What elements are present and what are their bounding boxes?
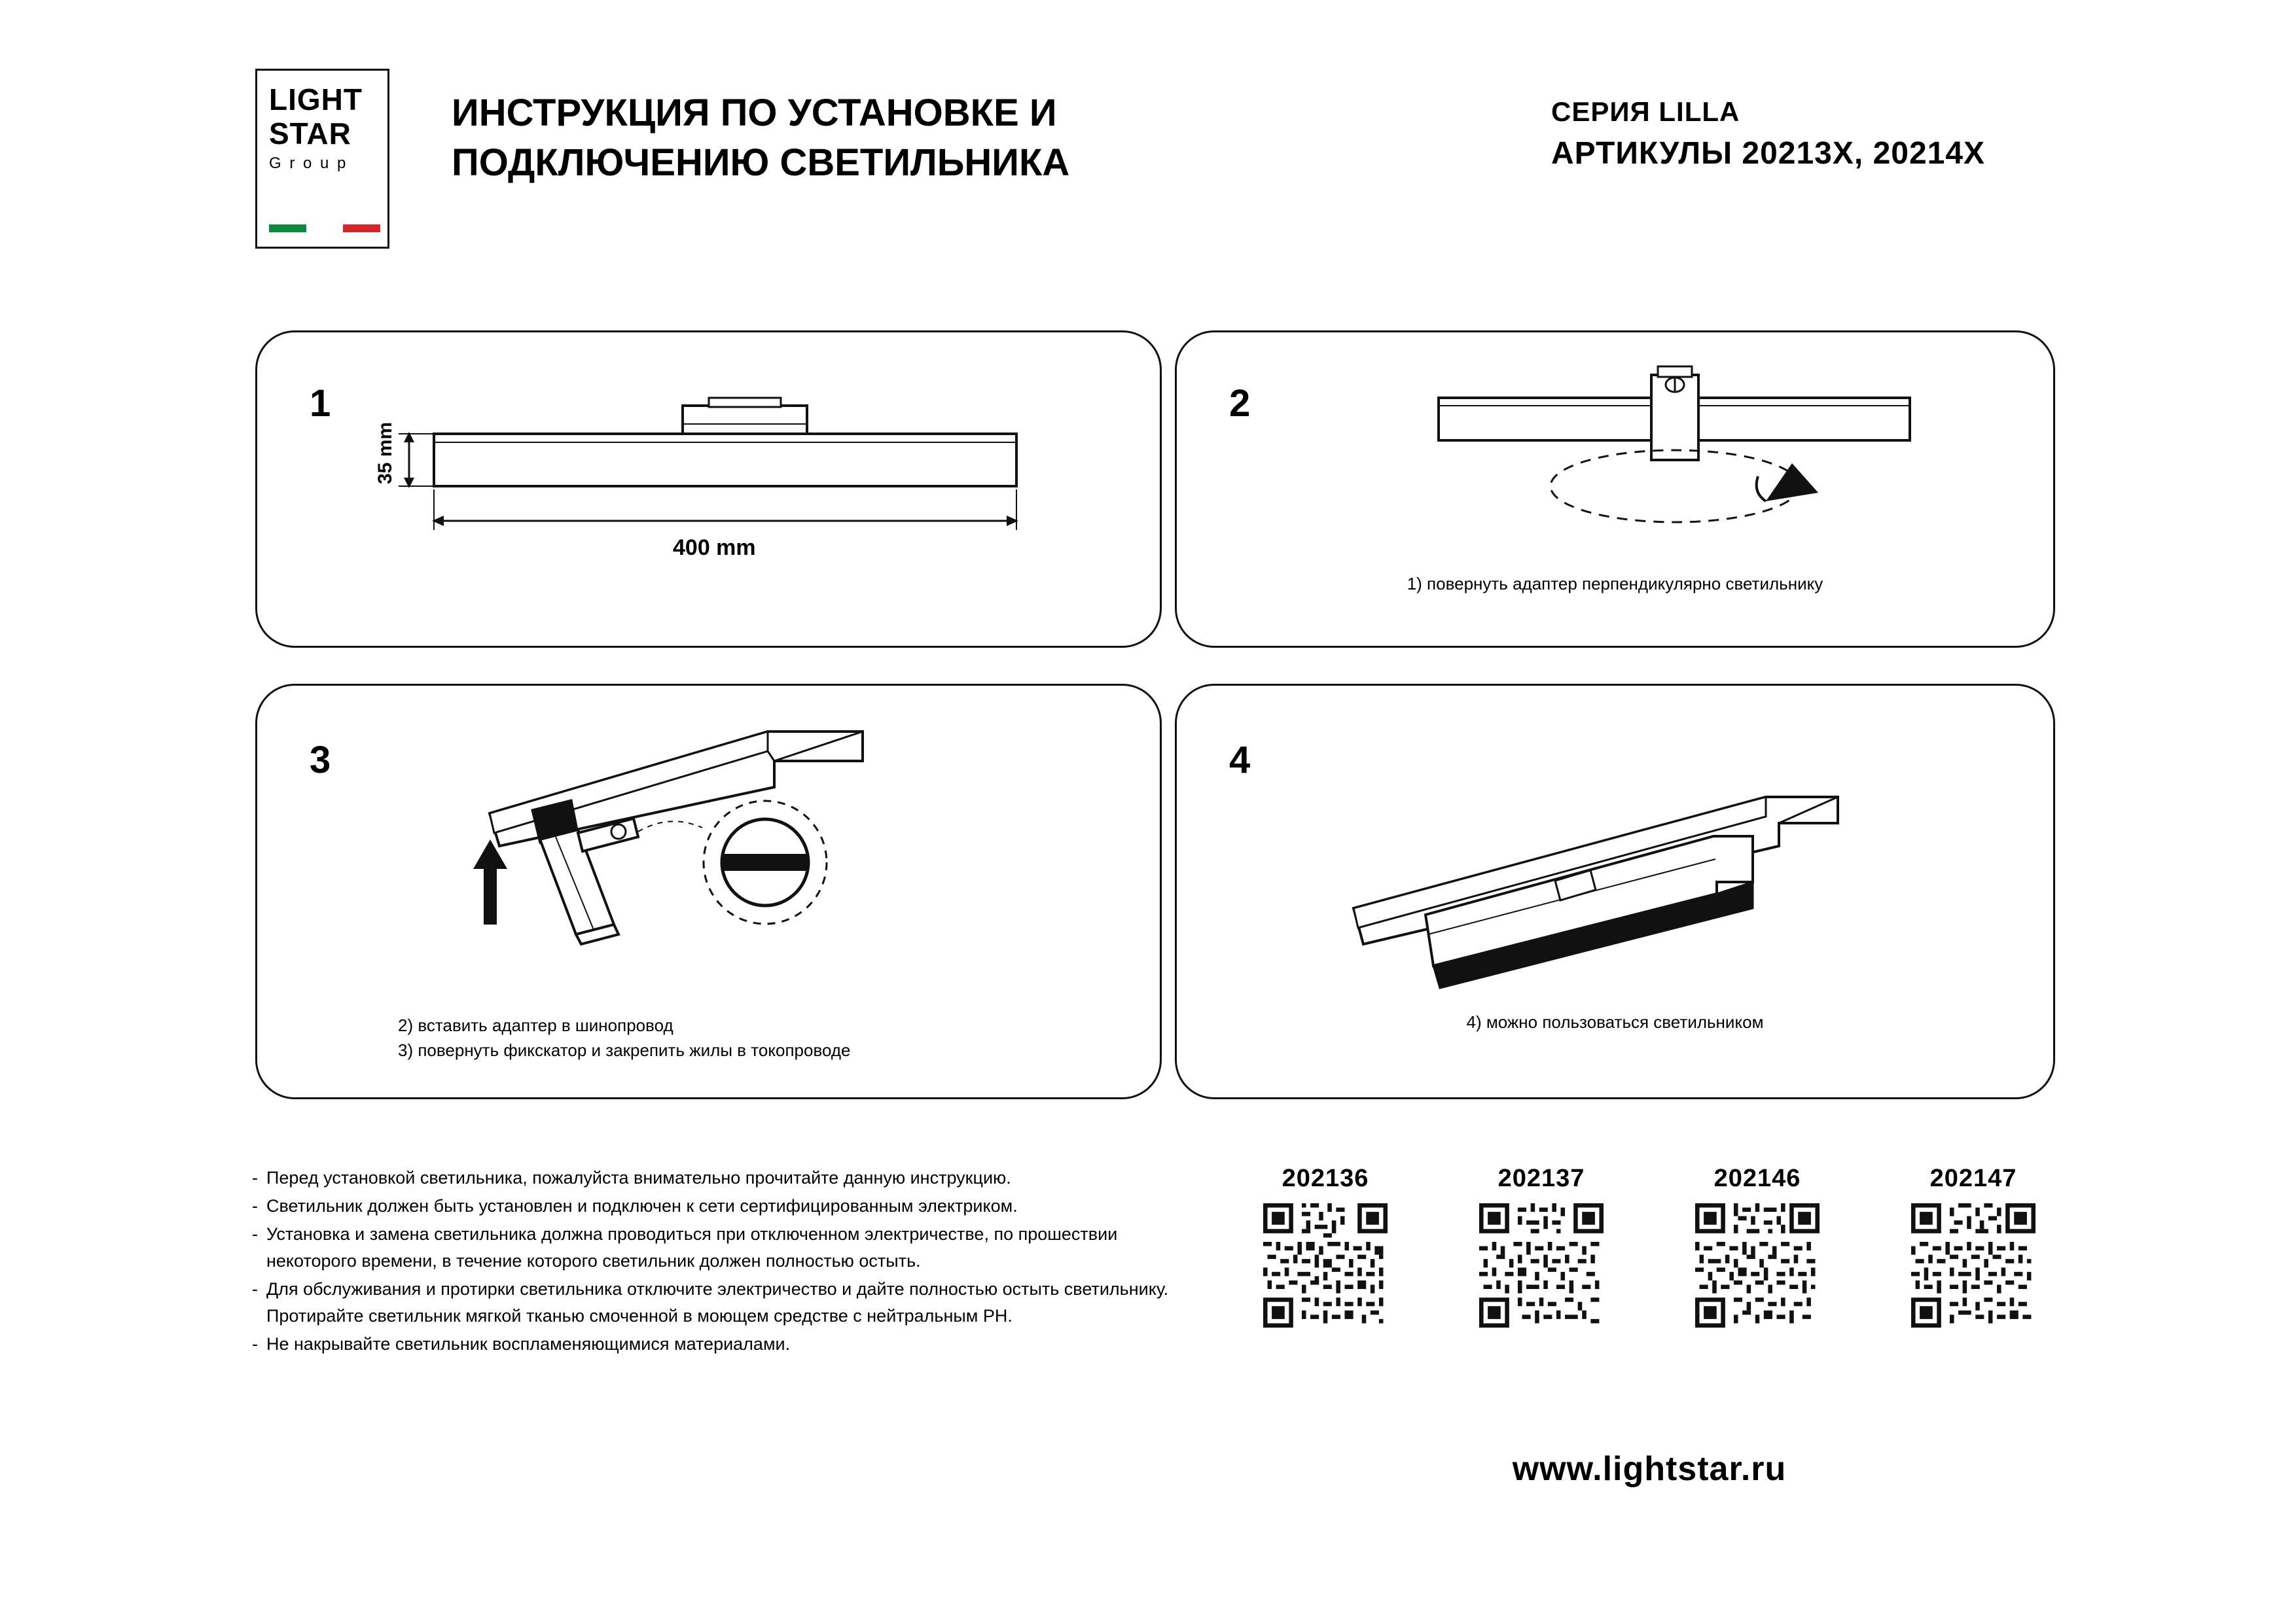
step-3-caption-line-2: 3) повернуть фикскатор и закрепить жилы в токопроводе [398, 1040, 851, 1060]
note-text: Для обслуживания и протирки светильника отключите электричество и дайте полностью остыть светильнику. Протирайте светильник мягкой тканью смоченной в моющем средстве с нейтральным РН. [266, 1279, 1169, 1326]
diagram-step-3 [375, 709, 1121, 1023]
diagram-step-2 [1360, 352, 2015, 568]
step-panel-4 [1175, 684, 2055, 1099]
qr-label: 202136 [1282, 1165, 1369, 1192]
qr-label: 202137 [1498, 1165, 1585, 1192]
qr-code-icon[interactable] [1263, 1203, 1388, 1328]
note-dash: - [252, 1334, 258, 1354]
step-number-2: 2 [1229, 382, 1251, 425]
step-2-caption: 1) повернуть адаптер перпендикулярно светильнику [1407, 574, 1823, 593]
step-4-caption: 4) можно пользоваться светильником [1466, 1012, 1764, 1032]
note-item [252, 1165, 1181, 1192]
note-item [252, 1331, 1181, 1358]
qr-code-icon[interactable] [1479, 1203, 1604, 1328]
qr-cell [1460, 1165, 1623, 1328]
website-url[interactable]: www.lightstar.ru [1512, 1450, 1787, 1488]
qr-label: 202146 [1713, 1165, 1801, 1192]
note-dash: - [252, 1196, 258, 1216]
step-panel-3 [255, 684, 1162, 1099]
note-text: Перед установкой светильника, пожалуйста внимательно прочитайте данную инструкцию. [266, 1168, 1011, 1188]
note-item [252, 1276, 1181, 1330]
note-dash: - [252, 1168, 258, 1188]
diagram-step-1 [336, 359, 1141, 620]
safety-notes [252, 1165, 1181, 1359]
qr-cell [1892, 1165, 2055, 1328]
series-name: СЕРИЯ LILLA [1551, 96, 1740, 127]
note-item [252, 1221, 1181, 1275]
dimension-height: 35 mm [374, 421, 396, 484]
qr-cell [1676, 1165, 1839, 1328]
note-text: Светильник должен быть установлен и подключен к сети сертифицированным электриком. [266, 1196, 1018, 1216]
note-dash: - [252, 1224, 258, 1244]
note-text: Не накрывайте светильник воспламеняющимися материалами. [266, 1334, 791, 1354]
qr-cell [1244, 1165, 1407, 1328]
article-numbers: АРТИКУЛЫ 20213X, 20214X [1551, 136, 1986, 171]
note-text: Установка и замена светильника должна проводиться при отключенном электричестве, по прошествии некоторого времени, в течение которого светильник должен полностью остыть. [266, 1224, 1118, 1271]
dimension-length: 400 mm [673, 535, 756, 560]
italy-flag-icon [269, 224, 380, 232]
qr-label: 202147 [1929, 1165, 2017, 1192]
logo-line-1: LIGHT [269, 82, 363, 116]
logo [255, 69, 389, 249]
step-3-caption-line-1: 2) вставить адаптер в шинопровод [398, 1015, 673, 1035]
note-dash: - [252, 1279, 258, 1299]
qr-code-icon[interactable] [1911, 1203, 2036, 1328]
logo-line-3: G r o u p [269, 154, 348, 172]
logo-line-2: STAR [269, 116, 351, 150]
step-panel-2 [1175, 330, 2055, 648]
step-number-4: 4 [1229, 739, 1251, 781]
step-number-1: 1 [310, 382, 331, 425]
diagram-step-4 [1295, 718, 2015, 1013]
series-block [1551, 92, 2075, 175]
qr-code-list [1244, 1165, 2055, 1328]
step-number-3: 3 [310, 739, 331, 781]
step-panel-1 [255, 330, 1162, 648]
page-title: ИНСТРУКЦИЯ ПО УСТАНОВКЕ И ПОДКЛЮЧЕНИЮ СВЕТИЛЬНИКА [452, 92, 1070, 184]
qr-code-icon[interactable] [1695, 1203, 1820, 1328]
note-item [252, 1193, 1181, 1220]
step-3-caption [257, 1013, 1160, 1063]
header [255, 62, 2049, 239]
